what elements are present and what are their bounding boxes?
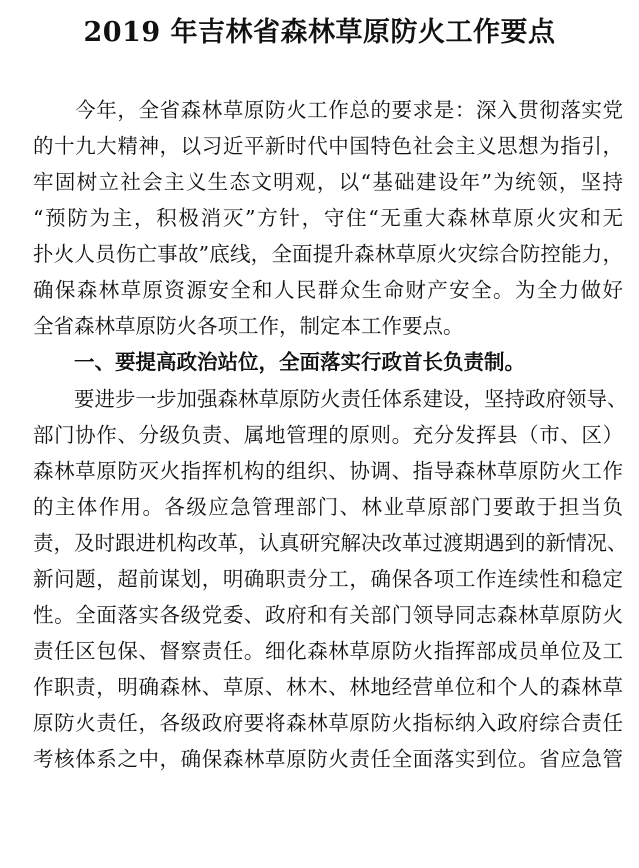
section-heading: 一、要提高政治站位，全面落实行政首长负责制。 [33,350,525,374]
paragraph-line: 作职责，明确森林、草原、林木、林地经营单位和个人的森林草 [33,675,623,699]
paragraph-line: 部门协作、分级负责、属地管理的原则。充分发挥县（市、区） [33,423,623,447]
paragraph-line: 要进步一步加强森林草原防火责任体系建设，坚持政府领导、 [33,387,628,411]
paragraph-line: 确保森林草原资源安全和人民群众生命财产安全。为全力做好 [33,278,623,302]
paragraph-line: 牢固树立社会主义生态文明观，以“基础建设年”为统领，坚持 [33,170,623,194]
paragraph-line: 的十九大精神，以习近平新时代中国特色社会主义思想为指引， [33,134,623,158]
paragraph-line: 考核体系之中，确保森林草原防火责任全面落实到位。省应急管 [33,747,623,771]
paragraph-line: 今年，全省森林草原防火工作总的要求是：深入贯彻落实党 [33,98,623,122]
document-title: 2019 年吉林省森林草原防火工作要点 [83,17,556,48]
paragraph-line: 的主体作用。各级应急管理部门、林业草原部门要敢于担当负 [33,495,623,519]
paragraph-line: 性。全面落实各级党委、政府和有关部门领导同志森林草原防火 [33,603,623,627]
paragraph-line: 森林草原防灭火指挥机构的组织、协调、指导森林草原防火工作 [33,459,623,483]
paragraph-line: 原防火责任，各级政府要将森林草原防火指标纳入政府综合责任 [33,711,623,735]
paragraph-line: 责任区包保、督察责任。细化森林草原防火指挥部成员单位及工 [33,639,623,663]
paragraph-line: 新问题，超前谋划，明确职责分工，确保各项工作连续性和稳定 [33,567,623,591]
paragraph-line: “预防为主，积极消灭”方针，守住“无重大森林草原火灾和无 [33,206,623,230]
paragraph-line: 扑火人员伤亡事故”底线，全面提升森林草原火灾综合防控能力， [33,242,623,266]
paragraph-line: 全省森林草原防火各项工作，制定本工作要点。 [33,314,464,338]
paragraph-line: 责，及时跟进机构改革，认真研究解决改革过渡期遇到的新情况、 [33,531,628,555]
